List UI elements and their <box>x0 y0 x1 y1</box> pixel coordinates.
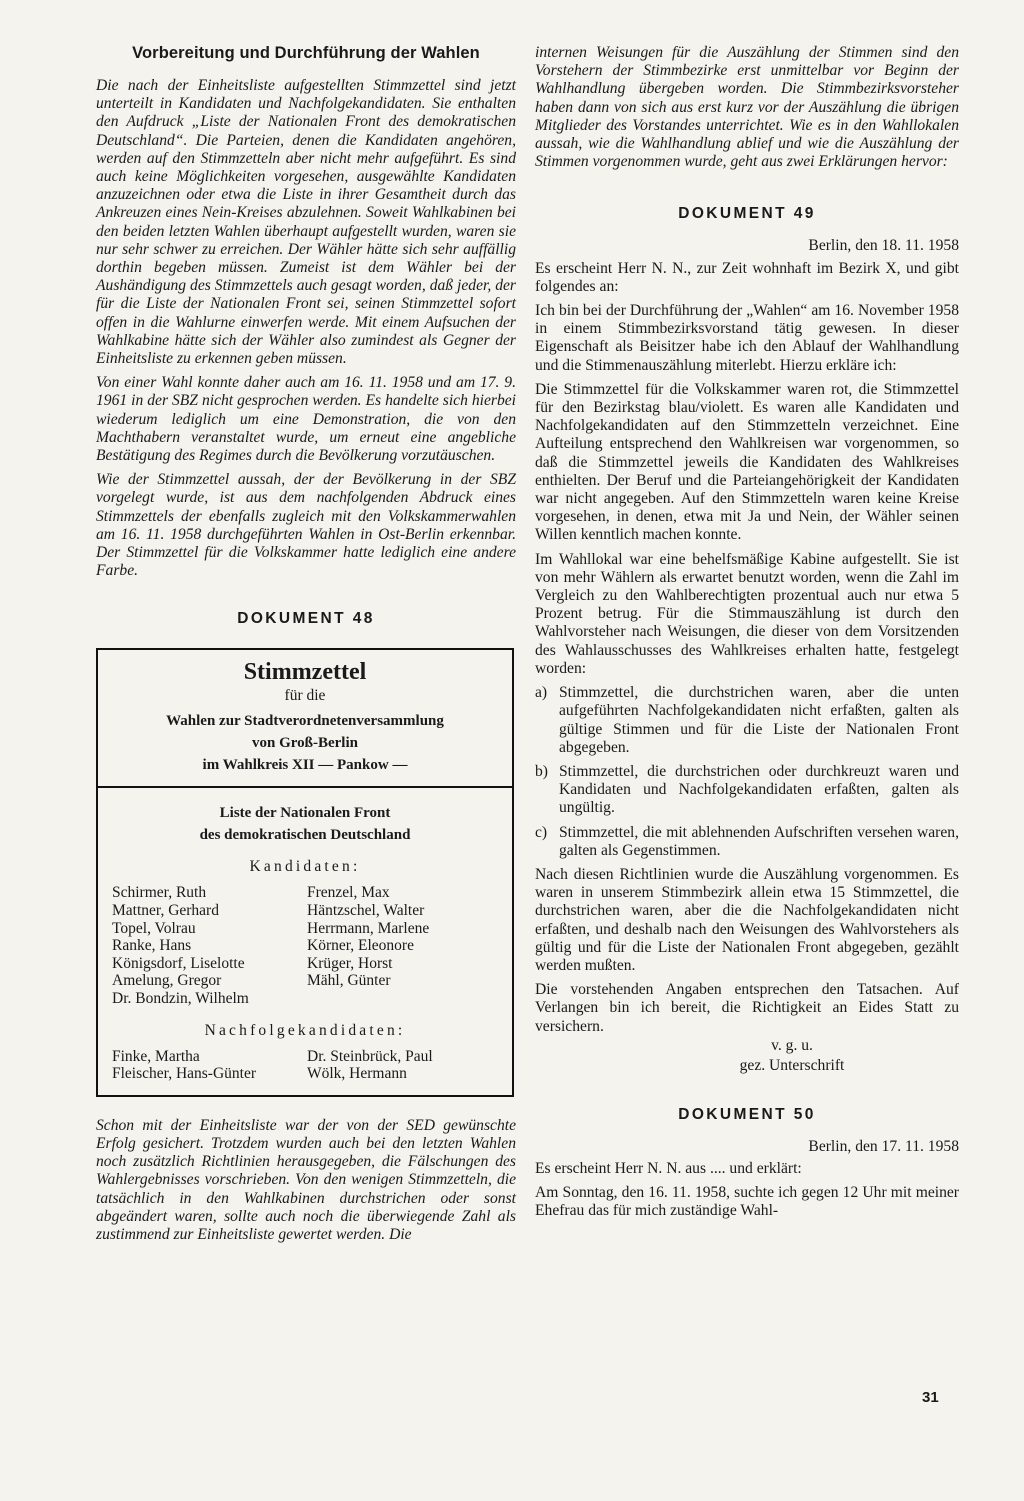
paragraph: Die Stimmzettel für die Volkskammer waren rot, die Stimmzettel für den Bezirkstag blau/violett. Es waren alle Kandidaten und Nachfolgekandidaten auf den Stimmzetteln verzeichnet. Eine Aufteilung entsprechend den Wahlkreisen war vorgenommen, so daß die Stimmzettel jeweils die Kandidaten des Wahlkreises enthielten. Der Beruf und die Parteiangehörigkeit der Kandidaten war nicht angegeben. Auf den Stimmzetteln waren keine Kreise vorgesehen, in denen, etwa mit Ja und Nein, der Wähler seinen Willen kenntlich machen konnte. <box>535 380 959 544</box>
list-item <box>535 824 959 860</box>
ballot-election-line: von Groß-Berlin <box>252 735 358 752</box>
list-title: des demokratischen Deutschland <box>199 827 411 844</box>
list-item-label: a) <box>535 684 548 702</box>
paragraph: Es erscheint Herr N. N. aus .... und erklärt: <box>535 1159 802 1177</box>
successor-candidates-label: Nachfolgekandidaten: <box>204 1021 406 1039</box>
left-column <box>96 44 516 1250</box>
signature: gez. Unterschrift <box>739 1056 845 1074</box>
candidate-name: Königsdorf, Liselotte <box>112 954 245 972</box>
successor-candidate-name: Wölk, Hermann <box>307 1065 407 1083</box>
ballot-paper <box>96 648 514 1096</box>
paragraph: Wie der Stimmzettel aussah, der der Bevölkerung in der SBZ vorgelegt wurde, ist aus dem nachfolgenden Abdruck eines Stimmzettels der ebenfalls zugleich mit den Volkskammerwahlen am 16. 11. 1958 durchgeführten Wahlen in Ost-Berlin erkennbar. Der Stimmzettel für die Volkskammer hatte lediglich eine andere Farbe. <box>96 471 516 580</box>
paragraph: Die vorstehenden Angaben entsprechen den Tatsachen. Auf Verlangen bin ich bereit, die Richtigkeit an Eides Statt zu versichern. <box>535 981 959 1035</box>
list-item <box>535 684 959 757</box>
candidates-list <box>112 884 498 1007</box>
successor-candidates-list <box>112 1048 498 1083</box>
successor-candidate-name: Dr. Steinbrück, Paul <box>307 1047 433 1065</box>
ballot-election-line: Wahlen zur Stadtverordnetenversammlung <box>166 713 444 730</box>
list-item <box>535 763 959 818</box>
page-number: 31 <box>922 1389 939 1406</box>
paragraph: Die nach der Einheitsliste aufgestellten Stimmzettel sind jetzt unterteilt in Kandidaten und Nachfolgekandidaten. Sie enthalten den Aufdruck „Liste der Nationalen Front des demokratischen Deutschland“. Die Parteien, denen die Kandidaten angehören, werden auf den Stimmzetteln aber nicht mehr aufgeführt. Es sind auch keine Möglichkeiten vorgesehen, ausgewählte Kandidaten anzuzeichnen oder etwa die Liste in ihrer Gesamtheit durch das Ankreuzen eines Nein-Kreises abzulehnen. Soweit Wahlkabinen bei den beiden letzten Wahlen überhaupt aufgestellt wurden, waren sie nur sehr schwer zu erreichen. Der Wähler hätte sich sehr auffällig dorthin begeben müssen. Zumeist ist dem Wähler bei der Aushändigung des Stimmzettels auch gesagt worden, daß jeder, der für die Liste der Nationalen Front sei, seinen Stimmzettel sofort offen in die Wahlurne einwerfen werde. Mit einem Aufsuchen der Wahlkabine hätte sich der Wähler also zumindest als Gegner der Einheitsliste zu erkennen geben müssen. <box>96 77 516 368</box>
successor-candidate-name: Finke, Martha <box>112 1047 200 1065</box>
ballot-header <box>98 650 512 788</box>
signature-abbreviation: v. g. u. <box>771 1036 813 1054</box>
paragraph: Von einer Wahl konnte daher auch am 16. 11. 1958 und am 17. 9. 1961 in der SBZ nicht gesprochen werden. Es handelte sich hierbei wiederum lediglich um eine Demonstration, die von den Machthabern veranstaltet wurde, um erneut eine angebliche Bestätigung des Regimes durch die Bevölkerung vorzutäuschen. <box>96 374 516 465</box>
candidate-name: Herrmann, Marlene <box>307 919 430 937</box>
ballot-body <box>98 788 512 1094</box>
date-line: Berlin, den 17. 11. 1958 <box>808 1137 959 1155</box>
paragraph: internen Weisungen für die Auszählung der Stimmen sind den Vorstehern der Stimmbezirke erst unmittelbar vor Beginn der Wahlhandlung übergeben worden. Die Stimmbezirksvorsteher haben dann von sich aus erst kurz vor der Auszählung die übrigen Mitglieder des Vorstandes unterrichtet. Wie es in den Wahllokalen aussah, wie die Wahlhandlung ablief und wie die Auszählung der Stimmen vorgenommen wurde, geht aus zwei Erklärungen hervor: <box>535 44 959 171</box>
section-heading: Vorbereitung und Durchführung der Wahlen <box>132 44 480 62</box>
list-item-label: b) <box>535 762 548 780</box>
candidate-name: Häntzschel, Walter <box>307 902 425 920</box>
document-48-heading: DOKUMENT 48 <box>237 610 375 628</box>
candidate-name: Körner, Eleonore <box>307 937 414 955</box>
paragraph: Schon mit der Einheitsliste war der von der SED gewünschte Erfolg gesichert. Trotzdem wurden auch bei den letzten Wahlen noch zusätzlich Richtlinien herausgegeben, die Fälschungen des Wahlergebnisses vorschrieben. Von den wenigen Stimmzetteln, die tatsächlich in den Wahlkabinen durchstrichen oder sonst abgeändert waren, sollte auch noch die überwiegende Zahl als zustimmend zur Einheitsliste gewertet werden. Die <box>96 1116 516 1244</box>
list-item-text: Stimmzettel, die mit ablehnenden Aufschriften versehen waren, galten als Gegenstimmen. <box>559 823 959 859</box>
candidate-name: Amelung, Gregor <box>112 972 222 990</box>
list-item-text: Stimmzettel, die durchstrichen waren, aber die unten aufgeführten Nachfolgekandidaten nicht erfaßten, galten als gültige Stimmen und für die Liste der Nationalen Front abgegeben. <box>559 684 959 756</box>
paragraph: Am Sonntag, den 16. 11. 1958, suchte ich gegen 12 Uhr mit meiner Ehefrau das für mich zuständige Wahl- <box>535 1184 959 1220</box>
candidate-name: Mattner, Gerhard <box>112 902 219 920</box>
candidate-name: Krüger, Horst <box>307 954 393 972</box>
paragraph: Nach diesen Richtlinien wurde die Auszählung vorgenommen. Es waren in unserem Stimmbezirk allein etwa 15 Stimmzettel, die durchstrichen waren, aber die die Nachfolgekandidaten nicht erfaßten, und deshalb nach den Weisungen des Wahlvorstehers als gültig und für die Liste der Nationalen Front abgegeben, gezählt werden mußten. <box>535 865 959 974</box>
candidate-name: Dr. Bondzin, Wilhelm <box>112 990 249 1008</box>
paragraph: Es erscheint Herr N. N., zur Zeit wohnhaft im Bezirk X, und gibt folgendes an: <box>535 259 959 295</box>
paragraph: Im Wahllokal war eine behelfsmäßige Kabine aufgestellt. Sie ist von mehr Wählern als erwartet benutzt worden, wenn die Zahl im Vergleich zu den Wahlberechtigten prozentual auch nur etwa 5 Prozent betrug. Für die Stimmauszählung ist durch den Wahlvorsteher nach Weisungen, die dieser von dem Vorsitzenden des Wahlausschusses des Wahlkreises erhalten hatte, festgelegt worden: <box>535 550 959 677</box>
candidate-name: Schirmer, Ruth <box>112 884 207 902</box>
list-item-text: Stimmzettel, die durchstrichen oder durchkreuzt waren und Kandidaten und Nachfolgekandidaten erfaßten, galten als ungültig. <box>559 762 959 817</box>
document-49-heading: DOKUMENT 49 <box>678 205 816 223</box>
candidate-name: Topel, Volrau <box>112 919 196 937</box>
right-column <box>535 44 959 1227</box>
paragraph: Ich bin bei der Durchführung der „Wahlen“ am 16. November 1958 in einem Stimmbezirksvorstand tätig gewesen. In dieser Eigenschaft als Beisitzer habe ich den Ablauf der Wahlhandlung und die Stimmenauszählung miterlebt. Hierzu erkläre ich: <box>535 302 959 374</box>
candidate-name: Frenzel, Max <box>307 884 390 902</box>
candidates-label: Kandidaten: <box>249 858 361 876</box>
list-title: Liste der Nationalen Front <box>219 805 391 822</box>
ballot-subtitle: für die <box>284 687 326 705</box>
successor-candidate-name: Fleischer, Hans-Günter <box>112 1065 257 1083</box>
candidate-name: Ranke, Hans <box>112 937 192 955</box>
ballot-district-line: im Wahlkreis XII — Pankow — <box>202 757 408 774</box>
ballot-title: Stimmzettel <box>243 659 367 686</box>
document-50-heading: DOKUMENT 50 <box>678 1105 816 1123</box>
list-item-label: c) <box>535 823 548 841</box>
candidate-name: Mähl, Günter <box>307 972 391 990</box>
date-line: Berlin, den 18. 11. 1958 <box>808 237 959 255</box>
